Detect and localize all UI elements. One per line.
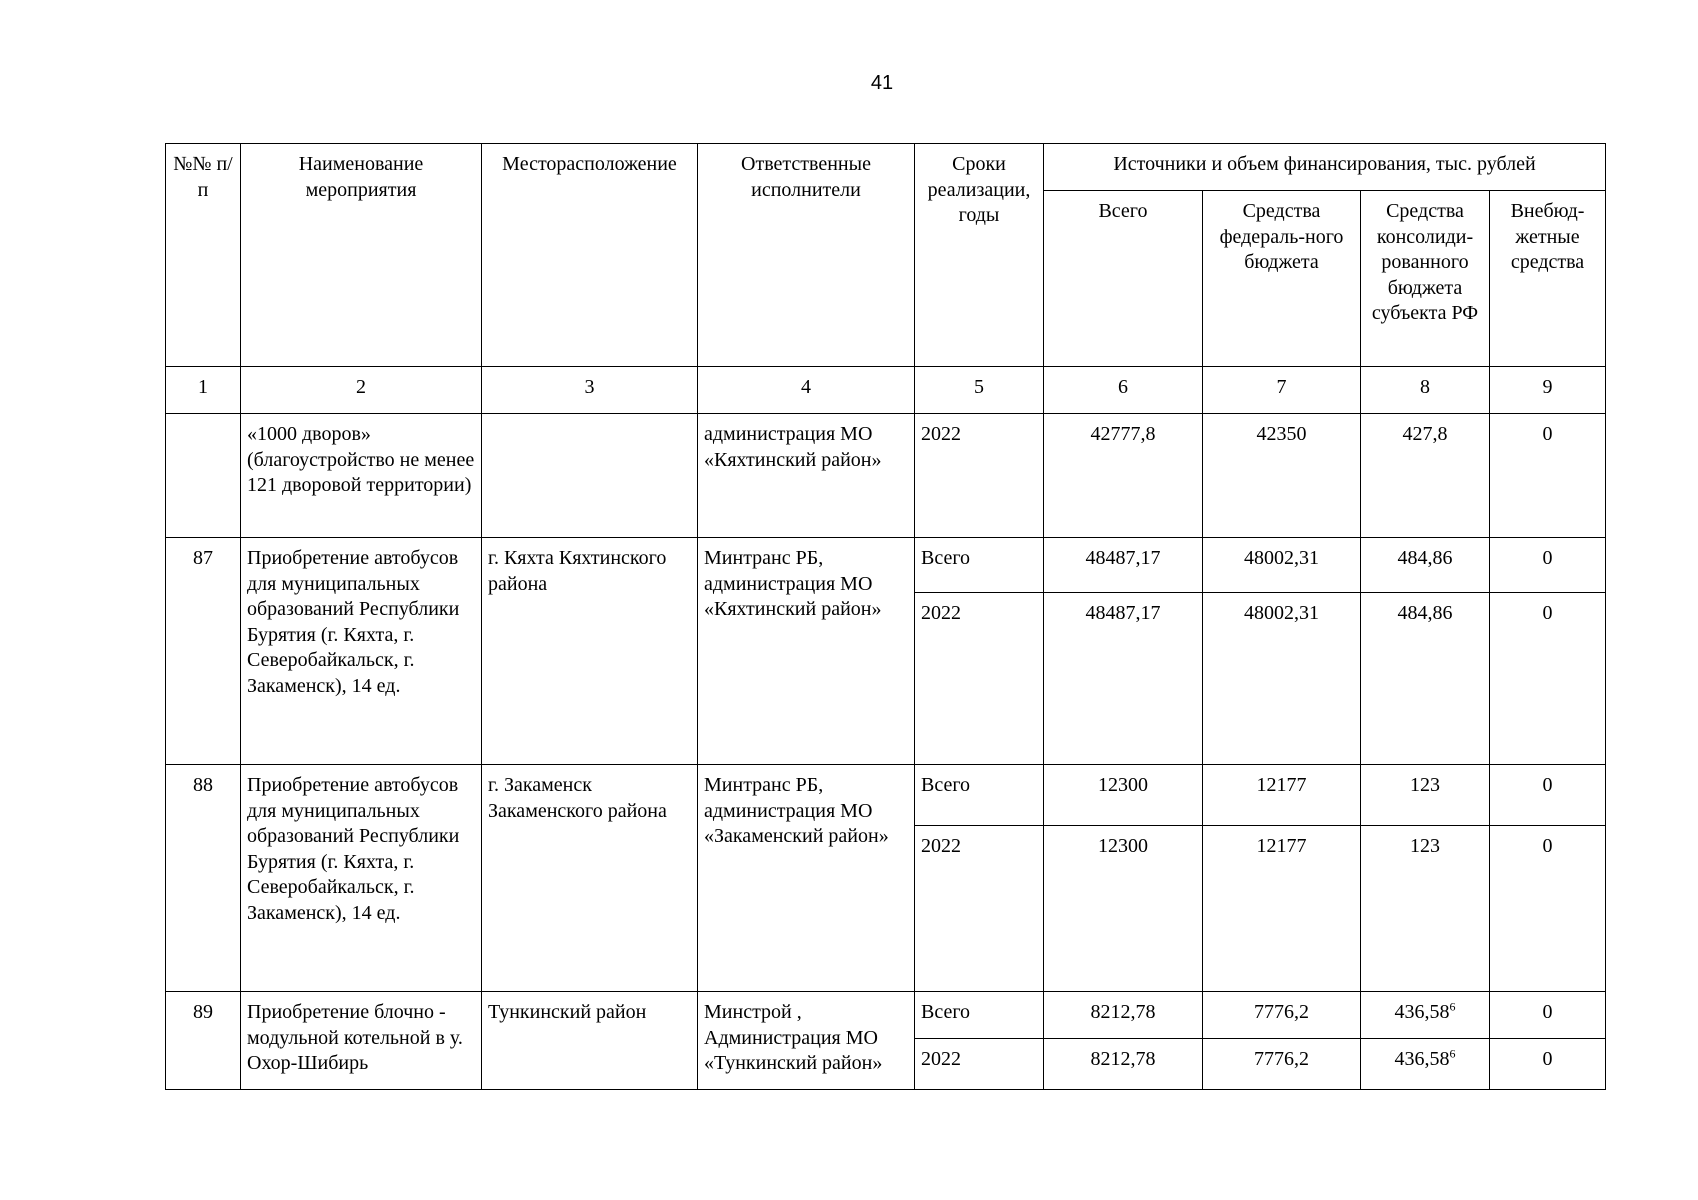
header-num: №№ п/п [166,144,241,367]
row-federal: 48002,31 [1203,538,1361,593]
header-name: Наименование мероприятия [241,144,482,367]
page-number: 41 [870,72,894,94]
header-location: Месторасположение [482,144,698,367]
row-responsible: Минтранс РБ, администрация МО «Кяхтинский район» [698,538,915,765]
row-federal: 12177 [1203,765,1361,826]
row-total: 48487,17 [1044,593,1203,765]
row-federal: 42350 [1203,414,1361,538]
row-total: 12300 [1044,826,1203,992]
row-location: г. Закаменск Закаменского района [482,765,698,992]
footnote-mark: 6 [1449,1046,1456,1061]
table-row [166,414,1606,538]
row-name: Приобретение блочно - модульной котельной в у. Охор-Шибирь [241,992,482,1090]
row-regional: 484,86 [1361,593,1490,765]
row-federal: 7776,2 [1203,992,1361,1039]
column-number: 4 [698,367,915,414]
column-number: 6 [1044,367,1203,414]
header-federal: Средства федераль-ного бюджета [1203,191,1361,367]
row-responsible: администрация МО «Кяхтинский район» [698,414,915,538]
row-extra: 0 [1490,1039,1606,1090]
row-total: 8212,78 [1044,992,1203,1039]
row-term: Всего [915,992,1044,1039]
row-regional-value: 436,58 [1394,1048,1450,1070]
column-number: 9 [1490,367,1606,414]
row-term: Всего [915,765,1044,826]
table-row [166,765,1606,826]
row-extra: 0 [1490,765,1606,826]
column-number: 2 [241,367,482,414]
row-location: г. Кяхта Кяхтинского района [482,538,698,765]
row-name: Приобретение автобусов для муниципальных образований Республики Бурятия (г. Кяхта, г. Северобайкальск, г. Закаменск), 14 ед. [241,538,482,765]
row-term: 2022 [915,414,1044,538]
row-federal: 12177 [1203,826,1361,992]
row-total: 8212,78 [1044,1039,1203,1090]
row-regional [1361,992,1490,1039]
row-num [166,414,241,538]
header-funding-group: Источники и объем финансирования, тыс. рублей [1044,144,1606,191]
column-number: 8 [1361,367,1490,414]
footnote-mark: 6 [1449,999,1456,1014]
row-num: 88 [166,765,241,992]
row-term: 2022 [915,826,1044,992]
column-number: 5 [915,367,1044,414]
row-regional: 427,8 [1361,414,1490,538]
header-regional: Средства консолиди-рованного бюджета субъекта РФ [1361,191,1490,367]
row-total: 42777,8 [1044,414,1203,538]
column-number: 1 [166,367,241,414]
row-extra: 0 [1490,538,1606,593]
row-num: 87 [166,538,241,765]
header-responsible: Ответственные исполнители [698,144,915,367]
row-extra: 0 [1490,593,1606,765]
financing-table [165,143,1606,1090]
row-regional [1361,1039,1490,1090]
row-location [482,414,698,538]
row-regional: 484,86 [1361,538,1490,593]
table-row [166,992,1606,1039]
row-regional: 123 [1361,765,1490,826]
header-total: Всего [1044,191,1203,367]
column-number: 3 [482,367,698,414]
row-federal: 7776,2 [1203,1039,1361,1090]
row-total: 48487,17 [1044,538,1203,593]
row-location: Тункинский район [482,992,698,1090]
row-responsible: Минтранс РБ, администрация МО «Закаменский район» [698,765,915,992]
row-num: 89 [166,992,241,1090]
row-regional-value: 436,58 [1394,1001,1450,1023]
row-term: 2022 [915,593,1044,765]
row-extra: 0 [1490,826,1606,992]
column-number: 7 [1203,367,1361,414]
row-name: Приобретение автобусов для муниципальных образований Республики Бурятия (г. Кяхта, г. Северобайкальск, г. Закаменск), 14 ед. [241,765,482,992]
row-responsible: Минстрой , Администрация МО «Тункинский район» [698,992,915,1090]
header-extra: Внебюд-жетные средства [1490,191,1606,367]
row-regional: 123 [1361,826,1490,992]
table-row [166,538,1606,593]
row-term: Всего [915,538,1044,593]
row-total: 12300 [1044,765,1203,826]
header-terms: Сроки реализации, годы [915,144,1044,367]
row-name: «1000 дворов» (благоустройство не менее 121 дворовой территории) [241,414,482,538]
row-extra: 0 [1490,992,1606,1039]
row-federal: 48002,31 [1203,593,1361,765]
row-extra: 0 [1490,414,1606,538]
row-term: 2022 [915,1039,1044,1090]
